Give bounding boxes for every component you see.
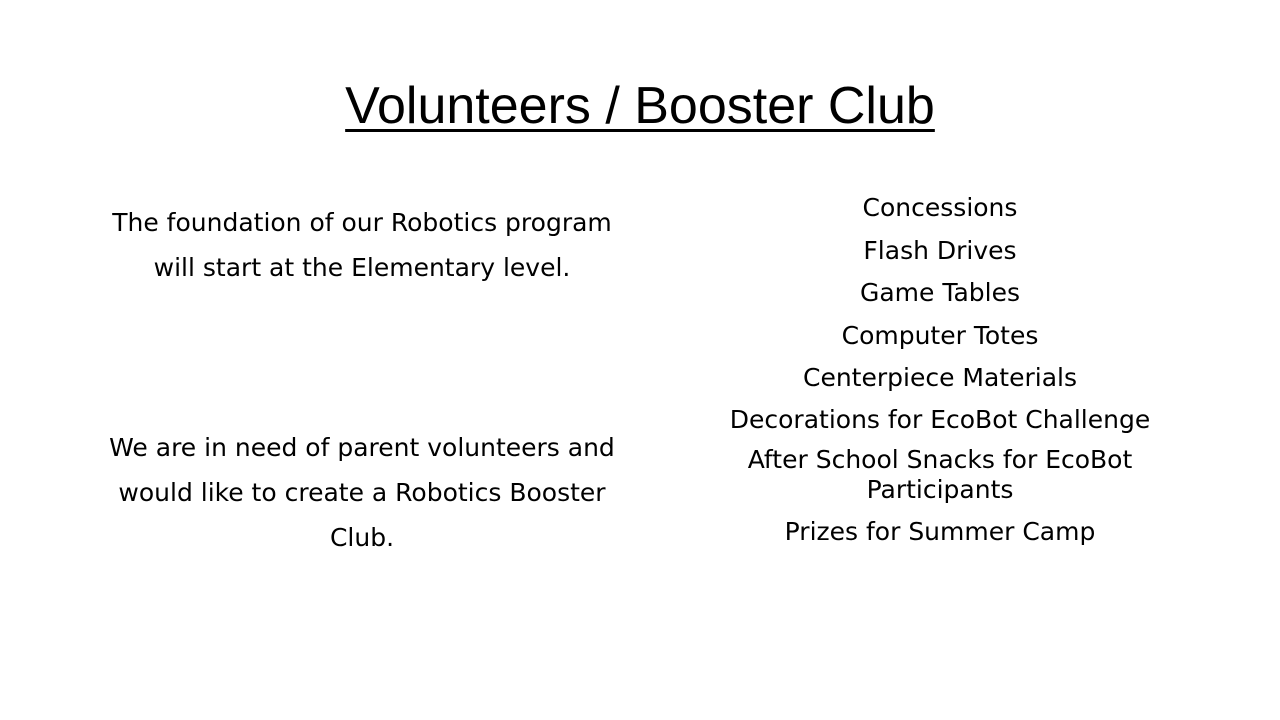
list-item: Game Tables bbox=[859, 278, 1021, 307]
list-item: Computer Totes bbox=[841, 320, 1039, 350]
list-item: Decorations for EcoBot Challenge bbox=[729, 404, 1151, 434]
list-item: Prizes for Summer Camp bbox=[784, 516, 1096, 546]
list-item: Centerpiece Materials bbox=[803, 363, 1077, 392]
slide-title-text: Volunteers / Booster Club bbox=[345, 77, 935, 135]
needs-list bbox=[680, 192, 1200, 548]
intro-paragraph: The foundation of our Robotics program will start at the Elementary level. bbox=[112, 208, 612, 282]
volunteer-paragraph: We are in need of parent volunteers and would like to create a Robotics Booster Club. bbox=[109, 433, 615, 552]
list-item: Concessions bbox=[862, 193, 1018, 222]
needs-list-container bbox=[680, 192, 1200, 558]
list-item: After School Snacks for EcoBot Participants bbox=[747, 445, 1133, 504]
slide-title bbox=[0, 70, 1280, 142]
list-item: Flash Drives bbox=[863, 235, 1017, 265]
